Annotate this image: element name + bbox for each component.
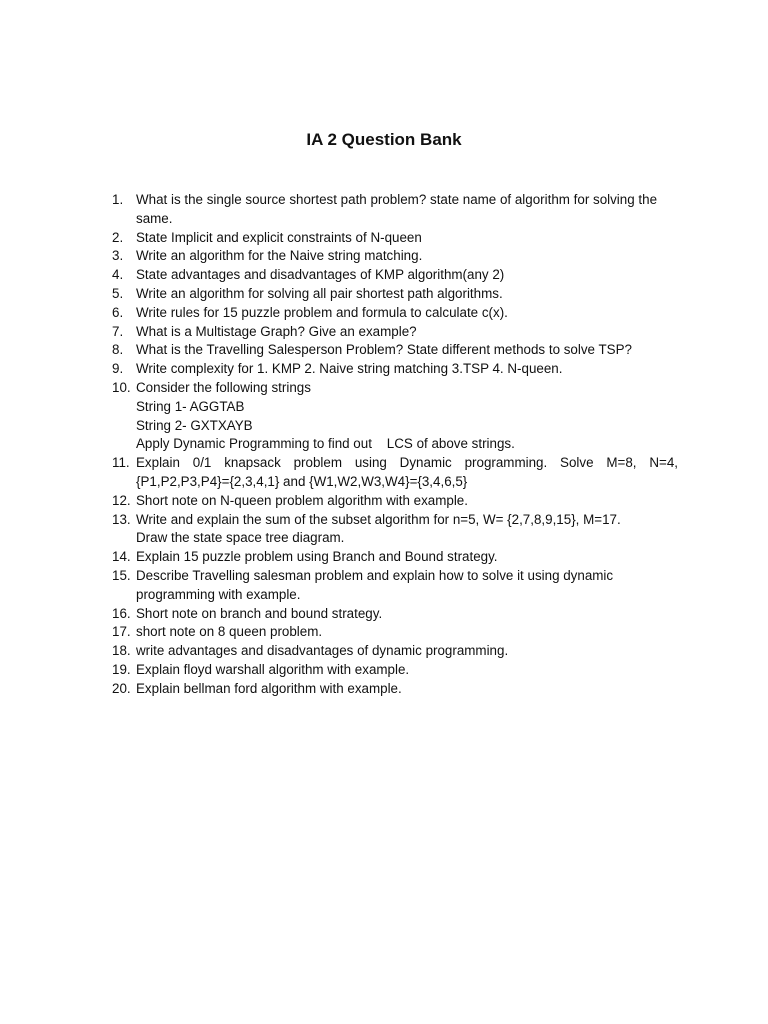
question-text: write advantages and disadvantages of dynamic programming. bbox=[136, 643, 509, 659]
question-number: 14. bbox=[112, 549, 131, 565]
question-text: What is the single source shortest path problem? state name of algorithm for solving the same. bbox=[136, 192, 658, 226]
question-text: short note on 8 queen problem. bbox=[136, 624, 323, 640]
question-number: 13. bbox=[112, 511, 131, 527]
question-text: Write and explain the sum of the subset algorithm for n=5, W= {2,7,8,9,15}, M=17. bbox=[136, 511, 621, 527]
question-item-8 bbox=[100, 341, 678, 360]
question-text: Consider the following strings bbox=[136, 379, 311, 395]
question-text: Explain 0/1 knapsack problem using Dynamic programming. Solve M=8, N=4,{P1,P2,P3,P4}={2,3,4,1} and {W1,W2,W3,W4}={3,4,6,5} bbox=[136, 455, 678, 489]
question-subline: String 1- AGGTAB bbox=[136, 398, 245, 414]
question-number: 20. bbox=[112, 680, 131, 696]
question-number: 9. bbox=[112, 361, 124, 377]
question-text: Short note on branch and bound strategy. bbox=[136, 605, 383, 621]
question-number: 4. bbox=[112, 267, 124, 283]
question-number: 10. bbox=[112, 379, 131, 395]
question-text: Write complexity for 1. KMP 2. Naive string matching 3.TSP 4. N-queen. bbox=[136, 361, 563, 377]
question-item-14 bbox=[100, 548, 678, 567]
question-item-5 bbox=[100, 285, 678, 304]
question-item-12 bbox=[100, 492, 678, 511]
question-number: 15. bbox=[112, 567, 131, 583]
question-number: 5. bbox=[112, 285, 124, 301]
question-item-11 bbox=[100, 454, 678, 492]
question-item-17 bbox=[100, 623, 678, 642]
question-text: Explain floyd warshall algorithm with example. bbox=[136, 661, 410, 677]
question-text: State Implicit and explicit constraints of N-queen bbox=[136, 229, 422, 245]
question-item-3 bbox=[100, 247, 678, 266]
question-subline: Draw the state space tree diagram. bbox=[136, 530, 345, 546]
question-number: 1. bbox=[112, 192, 124, 207]
question-text: Explain 15 puzzle problem using Branch and Bound strategy. bbox=[136, 549, 498, 565]
question-text: Explain bellman ford algorithm with example. bbox=[136, 680, 402, 696]
question-item-10 bbox=[100, 379, 678, 454]
question-text: Write an algorithm for the Naive string matching. bbox=[136, 248, 423, 264]
question-item-16 bbox=[100, 605, 678, 624]
question-subline: String 2- GXTXAYB bbox=[136, 417, 253, 433]
question-text: What is a Multistage Graph? Give an example? bbox=[136, 323, 417, 339]
question-number: 6. bbox=[112, 304, 124, 320]
question-item-20 bbox=[100, 680, 678, 699]
question-number: 3. bbox=[112, 248, 124, 264]
question-list bbox=[100, 191, 678, 699]
page-title: IA 2 Question Bank bbox=[306, 130, 462, 149]
question-item-2 bbox=[100, 229, 678, 248]
question-number: 17. bbox=[112, 624, 131, 640]
question-item-9 bbox=[100, 360, 678, 379]
question-item-1 bbox=[100, 191, 678, 229]
question-text: Describe Travelling salesman problem and explain how to solve it using dynamic programming with example. bbox=[136, 567, 614, 602]
question-text: Short note on N-queen problem algorithm with example. bbox=[136, 492, 468, 508]
question-text: What is the Travelling Salesperson Problem? State different methods to solve TSP? bbox=[136, 342, 632, 358]
question-text: Write rules for 15 puzzle problem and formula to calculate c(x). bbox=[136, 304, 508, 320]
question-number: 7. bbox=[112, 323, 124, 339]
question-number: 2. bbox=[112, 229, 124, 245]
question-text: Write an algorithm for solving all pair shortest path algorithms. bbox=[136, 285, 503, 301]
question-number: 18. bbox=[112, 643, 131, 659]
question-number: 16. bbox=[112, 605, 131, 621]
question-number: 11. bbox=[112, 455, 130, 471]
question-item-13 bbox=[100, 511, 678, 549]
question-item-15 bbox=[100, 567, 678, 605]
question-number: 8. bbox=[112, 342, 124, 358]
question-item-19 bbox=[100, 661, 678, 680]
question-text: State advantages and disadvantages of KMP algorithm(any 2) bbox=[136, 267, 505, 283]
question-number: 19. bbox=[112, 661, 131, 677]
question-item-7 bbox=[100, 323, 678, 342]
question-item-18 bbox=[100, 642, 678, 661]
question-subline: Apply Dynamic Programming to find out LCS of above strings. bbox=[136, 436, 515, 452]
question-item-4 bbox=[100, 266, 678, 285]
question-item-6 bbox=[100, 304, 678, 323]
question-number: 12. bbox=[112, 492, 131, 508]
